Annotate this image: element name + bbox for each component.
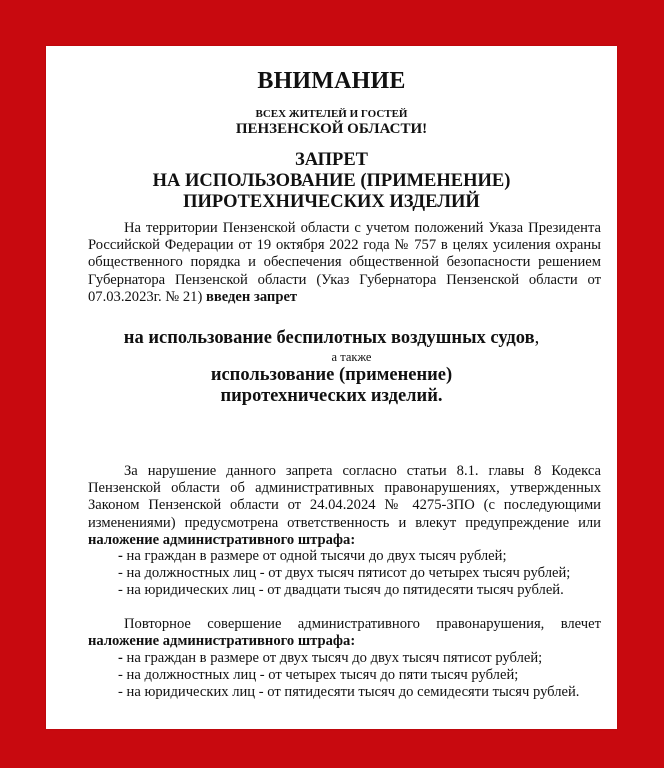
repeat-bold-tail: наложение административного штрафа: xyxy=(88,633,356,650)
repeat-paragraph xyxy=(88,616,601,650)
residents-subheading: ВСЕХ ЖИТЕЛЕЙ И ГОСТЕЙ xyxy=(255,108,408,120)
drones-text: на использование беспилотных воздушных судов xyxy=(123,328,535,348)
notice-sheet xyxy=(46,46,617,729)
intro-paragraph xyxy=(88,220,601,306)
fine-text: на должностных лиц - от двух тысяч пятисот до четырех тысяч рублей; xyxy=(122,565,571,582)
pyro-line-1: использование (применение) xyxy=(210,365,453,385)
fine-item xyxy=(118,582,608,599)
attention-heading: ВНИМАНИЕ xyxy=(257,68,406,94)
drones-line xyxy=(46,328,617,349)
fine-text: на юридических лиц - от двадцати тысяч до пятидесяти тысяч рублей. xyxy=(122,582,564,599)
intro-bold-tail: введен запрет xyxy=(205,288,298,305)
fine-dash: - xyxy=(118,582,123,599)
ban-title-line-2: НА ИСПОЛЬЗОВАНИЕ (ПРИМЕНЕНИЕ) xyxy=(152,171,511,191)
intro-text: На территории Пензенской области с учетом положений Указа Президента Российской Федерации от 19 октября 2022 года № 757 в целях усиления охраны общественного порядка и обеспечения общественной безопасности решением Губернатора Пензенской области (Указ Губернатора Пензенской области от 07.03.2023г. № 21) xyxy=(88,220,601,305)
penalty-paragraph xyxy=(88,463,601,549)
penalty-fines-list xyxy=(118,548,608,600)
fine-text: на граждан в размере от одной тысячи до двух тысяч рублей; xyxy=(122,548,507,564)
penalty-bold-tail: наложение административного штрафа: xyxy=(88,531,356,548)
fine-item xyxy=(118,667,608,684)
fine-item xyxy=(118,684,608,701)
ban-title xyxy=(46,150,617,213)
pyro-line-2: пиротехнических изделий. xyxy=(220,386,443,406)
ban-title-line-1: ЗАПРЕТ xyxy=(294,150,369,170)
fine-item xyxy=(118,650,608,667)
repeat-fines-list xyxy=(118,650,608,702)
fine-dash: - xyxy=(118,667,123,684)
fine-item xyxy=(118,548,608,565)
ban-title-line-3: ПИРОТЕХНИЧЕСКИХ ИЗДЕЛИЙ xyxy=(183,192,480,212)
fine-dash: - xyxy=(118,548,123,564)
fine-text: на юридических лиц - от пятидесяти тысяч до семидесяти тысяч рублей. xyxy=(122,684,580,701)
fine-text: на должностных лиц - от четырех тысяч до пяти тысяч рублей; xyxy=(122,667,519,684)
fine-dash: - xyxy=(118,565,123,582)
fine-dash: - xyxy=(118,684,123,701)
fine-text: на граждан в размере от двух тысяч до двух тысяч пятисот рублей; xyxy=(122,650,543,666)
fine-dash: - xyxy=(118,650,123,666)
fine-item xyxy=(118,565,608,582)
region-subheading: ПЕНЗЕНСКОЙ ОБЛАСТИ! xyxy=(235,121,428,137)
repeat-text: Повторное совершение административного правонарушения, влечет xyxy=(124,616,601,632)
drones-comma: , xyxy=(534,328,540,348)
prohibitions-block xyxy=(46,328,617,407)
penalty-text: За нарушение данного запрета согласно статьи 8.1. главы 8 Кодекса Пензенской области об административных правонарушениях, утвержденных Законом Пензенской области от 24.04.2024 № 4275-ЗПО (с последующими изменениями) предусмотрена ответственность и влекут предупреждение или xyxy=(88,463,601,531)
also-text: а также xyxy=(331,350,372,364)
